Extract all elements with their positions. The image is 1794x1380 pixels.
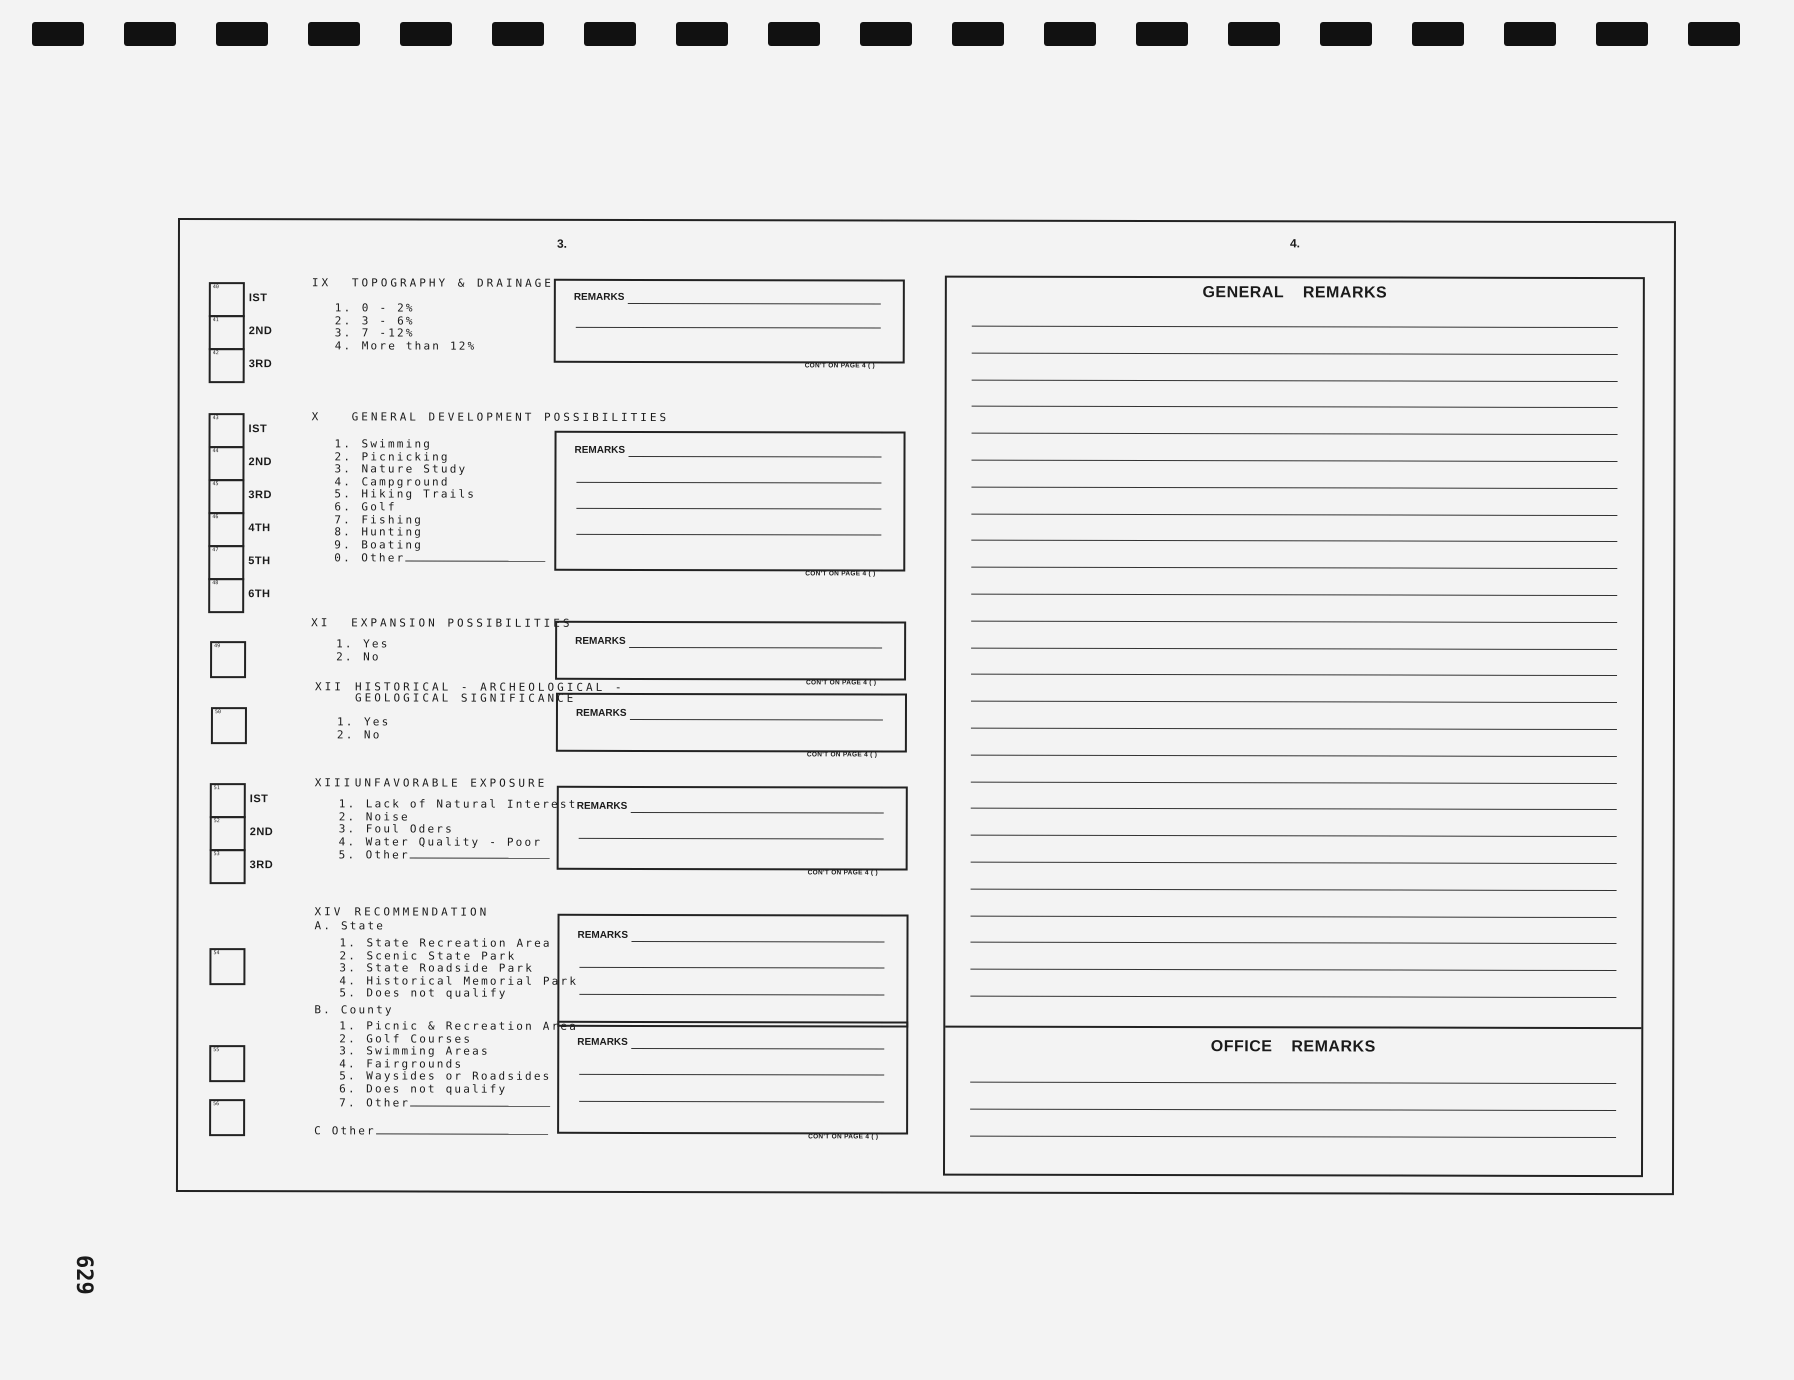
remarks-write-line[interactable] (576, 327, 881, 329)
section-xiv-c-label: C Other (314, 1124, 548, 1138)
entry-box[interactable] (210, 849, 246, 884)
rank-label: 3RD (248, 358, 273, 371)
remarks-write-line[interactable] (629, 647, 882, 649)
rank-label: 3RD (248, 489, 272, 502)
option-label: Does not qualify (366, 986, 508, 1001)
option-item (334, 539, 545, 552)
entry-box[interactable] (209, 315, 245, 350)
general-remarks-line[interactable] (971, 460, 1617, 462)
remarks-write-line[interactable] (631, 941, 884, 943)
continue-on-page-4-note: CON'T ON PAGE 4 ( ) (806, 751, 878, 759)
general-remarks-line[interactable] (972, 326, 1618, 328)
other-write-in-line[interactable] (410, 1096, 550, 1106)
option-label: 0 - 2% (361, 301, 415, 315)
remarks-box-xiv-a (557, 914, 908, 1028)
option-number: 1. (336, 637, 354, 651)
option-label: Lack of Natural Interest (365, 797, 578, 811)
section-xii-options (337, 716, 391, 741)
binder-punch-holes (0, 22, 1794, 50)
general-remarks-line[interactable] (970, 969, 1616, 971)
rank-label: 2ND (248, 456, 273, 469)
punch-hole (584, 22, 636, 46)
option-number: 5. (334, 487, 353, 501)
option-label: Yes (363, 715, 391, 729)
entry-box[interactable] (209, 282, 245, 317)
general-remarks-line[interactable] (970, 996, 1616, 998)
remarks-write-line[interactable] (576, 534, 881, 536)
rank-label: IST (248, 423, 268, 436)
option-label: Noise (365, 809, 410, 824)
option-label: Swimming Areas (366, 1044, 490, 1058)
option-item (339, 988, 578, 1001)
option-number: 5. (339, 1069, 357, 1083)
entry-box[interactable] (208, 545, 244, 580)
option-label: State Recreation Area (366, 936, 552, 950)
remarks-label: REMARKS (577, 929, 629, 941)
option-item (339, 836, 578, 849)
box-number: 48 (212, 580, 219, 587)
section-xi-title: XI EXPANSION POSSIBILITIES (311, 616, 573, 630)
box-number: 45 (212, 481, 219, 488)
option-label: Other (366, 1095, 411, 1110)
remarks-write-line[interactable] (579, 994, 884, 996)
option-number: 6. (339, 1082, 357, 1096)
option-item (337, 729, 390, 742)
section-xii-title-line2: GEOLOGICAL SIGNIFICANCE (354, 691, 577, 705)
section-xiii-title: XIIIUNFAVORABLE EXPOSURE (314, 776, 548, 790)
general-remarks-line[interactable] (971, 808, 1617, 810)
form-frame (176, 218, 1676, 1195)
remarks-label: REMARKS (573, 291, 625, 303)
box-number: 47 (212, 547, 219, 554)
punch-hole (216, 22, 268, 46)
option-label: Campground (361, 475, 450, 489)
other-write-in-line[interactable] (405, 552, 545, 562)
section-xiv-a-options (339, 937, 578, 1000)
option-number: 3. (339, 961, 358, 975)
box-number: 43 (212, 415, 219, 422)
punch-hole (308, 22, 360, 46)
general-remarks-line[interactable] (970, 942, 1616, 944)
box-number: 52 (213, 818, 220, 825)
option-number: 7. (339, 1095, 357, 1109)
option-number: 1. (334, 301, 353, 315)
option-number: 3. (339, 1044, 357, 1058)
option-label: Other (365, 848, 410, 862)
remarks-write-line[interactable] (576, 508, 881, 510)
box-number: 40 (212, 284, 219, 291)
option-label: No (363, 649, 381, 664)
general-remarks-panel (943, 276, 1645, 1177)
general-remarks-line[interactable] (972, 379, 1618, 381)
section-xii-title: XII HISTORICAL - ARCHEOLOGICAL - (315, 680, 625, 694)
remarks-box-xiii (557, 786, 908, 871)
general-remarks-line[interactable] (971, 486, 1617, 488)
section-xiv-b-label: B. County (314, 1003, 394, 1017)
box-number: 46 (212, 514, 219, 521)
punch-hole (1688, 22, 1740, 46)
rank-label: 5TH (248, 555, 271, 568)
general-remarks-line[interactable] (971, 754, 1617, 756)
option-label: Hiking Trails (361, 487, 477, 501)
continue-on-page-4-note: CON'T ON PAGE 4 ( ) (804, 362, 876, 370)
option-label: Boating (361, 538, 424, 552)
general-remarks-line[interactable] (971, 781, 1617, 783)
box-number: 50 (214, 709, 222, 716)
remarks-box-x (554, 431, 905, 572)
column-number-left: 3. (556, 236, 567, 251)
option-label: Scenic State Park (366, 948, 517, 963)
option-label: State Roadside Park (366, 961, 535, 975)
option-number: 2. (339, 1031, 357, 1045)
option-number: 3. (334, 326, 353, 340)
general-remarks-line[interactable] (972, 406, 1618, 408)
punch-hole (1596, 22, 1648, 46)
general-remarks-title: GENERAL REMARKS (1202, 284, 1388, 302)
remarks-box-ix (554, 279, 905, 364)
entry-box[interactable] (209, 948, 245, 985)
punch-hole (860, 22, 912, 46)
remarks-box-xiv-b (557, 1021, 908, 1135)
office-remarks-line[interactable] (970, 1136, 1616, 1138)
general-remarks-line[interactable] (971, 567, 1617, 569)
option-label: Foul Oders (365, 822, 454, 836)
option-number: 1. (339, 936, 358, 950)
section-x-title: X GENERAL DEVELOPMENT POSSIBILITIES (311, 410, 670, 425)
option-number: 2. (339, 948, 358, 962)
remarks-label: REMARKS (576, 800, 628, 812)
general-remarks-line[interactable] (971, 674, 1617, 676)
section-ix-options (335, 302, 477, 353)
entry-box[interactable] (209, 348, 245, 383)
box-number: 53 (213, 851, 220, 858)
remarks-write-line[interactable] (628, 303, 881, 305)
general-remarks-line[interactable] (971, 594, 1617, 596)
option-number: 1. (339, 1019, 357, 1033)
rank-label: IST (249, 793, 269, 806)
office-remarks-line[interactable] (970, 1082, 1616, 1084)
continue-on-page-4-note: CON'T ON PAGE 4 ( ) (806, 679, 877, 687)
option-number: 3. (334, 462, 353, 476)
option-label: 7 -12% (361, 326, 415, 340)
punch-hole (1320, 22, 1372, 46)
remarks-write-line[interactable] (629, 456, 882, 458)
option-label: Yes (363, 637, 390, 651)
section-xiii-options (339, 798, 578, 862)
option-label: Picnicking (361, 449, 450, 464)
punch-hole (1044, 22, 1096, 46)
general-remarks-line[interactable] (972, 433, 1618, 435)
punch-hole (1504, 22, 1556, 46)
box-number: 51 (213, 785, 220, 792)
box-number: 56 (213, 1101, 220, 1108)
option-number: 2. (336, 727, 355, 741)
option-number: 5. (338, 848, 357, 862)
option-label: Swimming (361, 437, 433, 451)
rank-label: 3RD (249, 859, 274, 872)
rank-label: 2ND (248, 325, 273, 338)
option-label: More than 12% (361, 339, 477, 353)
option-label: Does not qualify (366, 1082, 508, 1096)
general-remarks-line[interactable] (971, 540, 1617, 542)
column-number-right: 4. (1289, 236, 1300, 251)
punch-hole (952, 22, 1004, 46)
entry-box[interactable] (208, 479, 244, 514)
punch-hole (492, 22, 544, 46)
general-remarks-line[interactable] (971, 862, 1617, 864)
option-label: Waysides or Roadsides (366, 1069, 552, 1084)
box-number: 55 (213, 1047, 220, 1054)
punch-hole (124, 22, 176, 46)
remarks-write-line[interactable] (631, 1048, 884, 1050)
option-number: 2. (338, 809, 357, 823)
remarks-label: REMARKS (574, 444, 626, 456)
option-number: 4. (339, 1057, 357, 1071)
option-label: Water Quality - Poor (365, 835, 543, 849)
entry-box[interactable] (210, 641, 246, 678)
entry-box[interactable] (209, 1099, 245, 1136)
section-xi-options (336, 638, 390, 663)
remarks-write-line[interactable] (579, 967, 884, 969)
office-remarks-divider (945, 1026, 1641, 1029)
option-number: 1. (334, 437, 353, 451)
option-label: Golf Courses (366, 1031, 473, 1046)
option-number: 4. (339, 974, 358, 988)
option-number: 2. (336, 649, 354, 663)
other-write-in-line[interactable] (410, 849, 550, 859)
option-number: 5. (339, 986, 358, 1000)
general-remarks-line[interactable] (971, 915, 1617, 917)
punch-hole (1228, 22, 1280, 46)
option-number: 9. (334, 538, 352, 552)
option-number: 4. (338, 835, 357, 849)
option-number: 1. (336, 715, 355, 729)
continue-on-page-4-note: CON'T ON PAGE 4 ( ) (805, 570, 876, 578)
remarks-label: REMARKS (577, 1036, 628, 1048)
continue-on-page-4-note: CON'T ON PAGE 4 ( ) (807, 869, 878, 877)
remarks-write-line[interactable] (579, 838, 884, 840)
remarks-write-line[interactable] (579, 1074, 884, 1076)
general-remarks-line[interactable] (971, 888, 1617, 890)
entry-box[interactable] (209, 413, 245, 448)
box-number: 49 (214, 643, 221, 650)
punch-hole (1412, 22, 1464, 46)
rank-label: 2ND (249, 826, 274, 839)
remarks-label: REMARKS (575, 707, 627, 719)
box-number: 54 (213, 950, 220, 957)
option-number: 4. (334, 475, 353, 489)
option-number: 0. (334, 551, 352, 565)
general-remarks-line[interactable] (971, 728, 1617, 730)
option-label: Fairgrounds (366, 1057, 464, 1071)
option-item (336, 651, 389, 664)
section-xiv-b-options (339, 1020, 578, 1110)
box-number: 44 (212, 448, 219, 455)
option-item (334, 552, 545, 566)
general-remarks-line[interactable] (971, 701, 1617, 703)
office-remarks-title: OFFICE REMARKS (1210, 1038, 1376, 1056)
punch-hole (676, 22, 728, 46)
option-number: 1. (338, 797, 357, 811)
entry-box[interactable] (209, 1045, 245, 1082)
section-ix-title: IX TOPOGRAPHY & DRAINAGE (311, 276, 554, 290)
punch-hole (32, 22, 84, 46)
general-remarks-line[interactable] (971, 620, 1617, 622)
office-remarks-line[interactable] (970, 1109, 1616, 1111)
option-item (339, 1083, 578, 1096)
general-remarks-line[interactable] (971, 647, 1617, 649)
option-label: Golf (361, 500, 397, 514)
entry-box[interactable] (208, 578, 244, 613)
entry-box[interactable] (208, 512, 244, 547)
box-number: 42 (212, 350, 219, 357)
option-label: Fishing (361, 512, 424, 527)
option-item (339, 1096, 578, 1110)
option-number: 8. (334, 525, 353, 539)
option-item (335, 340, 477, 353)
option-label: Picnic & Recreation Area (366, 1019, 579, 1033)
remarks-label: REMARKS (575, 635, 626, 647)
option-number: 7. (334, 512, 353, 526)
punch-hole (400, 22, 452, 46)
general-remarks-line[interactable] (971, 513, 1617, 515)
option-label: 3 - 6% (361, 313, 415, 328)
option-label: Other (361, 551, 406, 565)
entry-box[interactable] (208, 446, 244, 481)
page-number: 629 (71, 1255, 96, 1295)
entry-box[interactable] (210, 816, 246, 851)
remarks-write-line[interactable] (631, 812, 884, 814)
general-remarks-line[interactable] (971, 835, 1617, 837)
remarks-write-line[interactable] (576, 482, 881, 484)
entry-box[interactable] (210, 783, 246, 818)
rank-label: IST (248, 292, 268, 305)
general-remarks-line[interactable] (972, 352, 1618, 354)
remarks-write-line[interactable] (579, 1101, 884, 1103)
rank-label: 4TH (248, 522, 271, 535)
option-number: 2. (334, 313, 353, 327)
option-number: 4. (334, 339, 353, 353)
option-number: 6. (334, 500, 353, 514)
continue-on-page-4-note: CON'T ON PAGE 4 ( ) (808, 1133, 879, 1141)
box-number: 41 (212, 317, 219, 324)
section-xiv-title: XIV RECOMMENDATION (314, 905, 490, 919)
rank-label: 6TH (248, 588, 271, 601)
option-label: Historical Memorial Park (366, 974, 579, 988)
section-xiv-a-label: A. State (314, 919, 386, 933)
option-label: Hunting (361, 525, 424, 539)
punch-hole (1136, 22, 1188, 46)
entry-box[interactable] (211, 707, 247, 744)
option-label: Nature Study (361, 462, 468, 476)
option-number: 3. (338, 822, 357, 836)
punch-hole (768, 22, 820, 46)
remarks-write-line[interactable] (630, 719, 883, 721)
remarks-box-xi (555, 621, 906, 681)
section-x-options (334, 438, 545, 565)
option-label: No (363, 727, 382, 742)
option-number: 2. (334, 449, 353, 463)
remarks-box-xii (556, 693, 907, 753)
option-item (339, 849, 578, 863)
